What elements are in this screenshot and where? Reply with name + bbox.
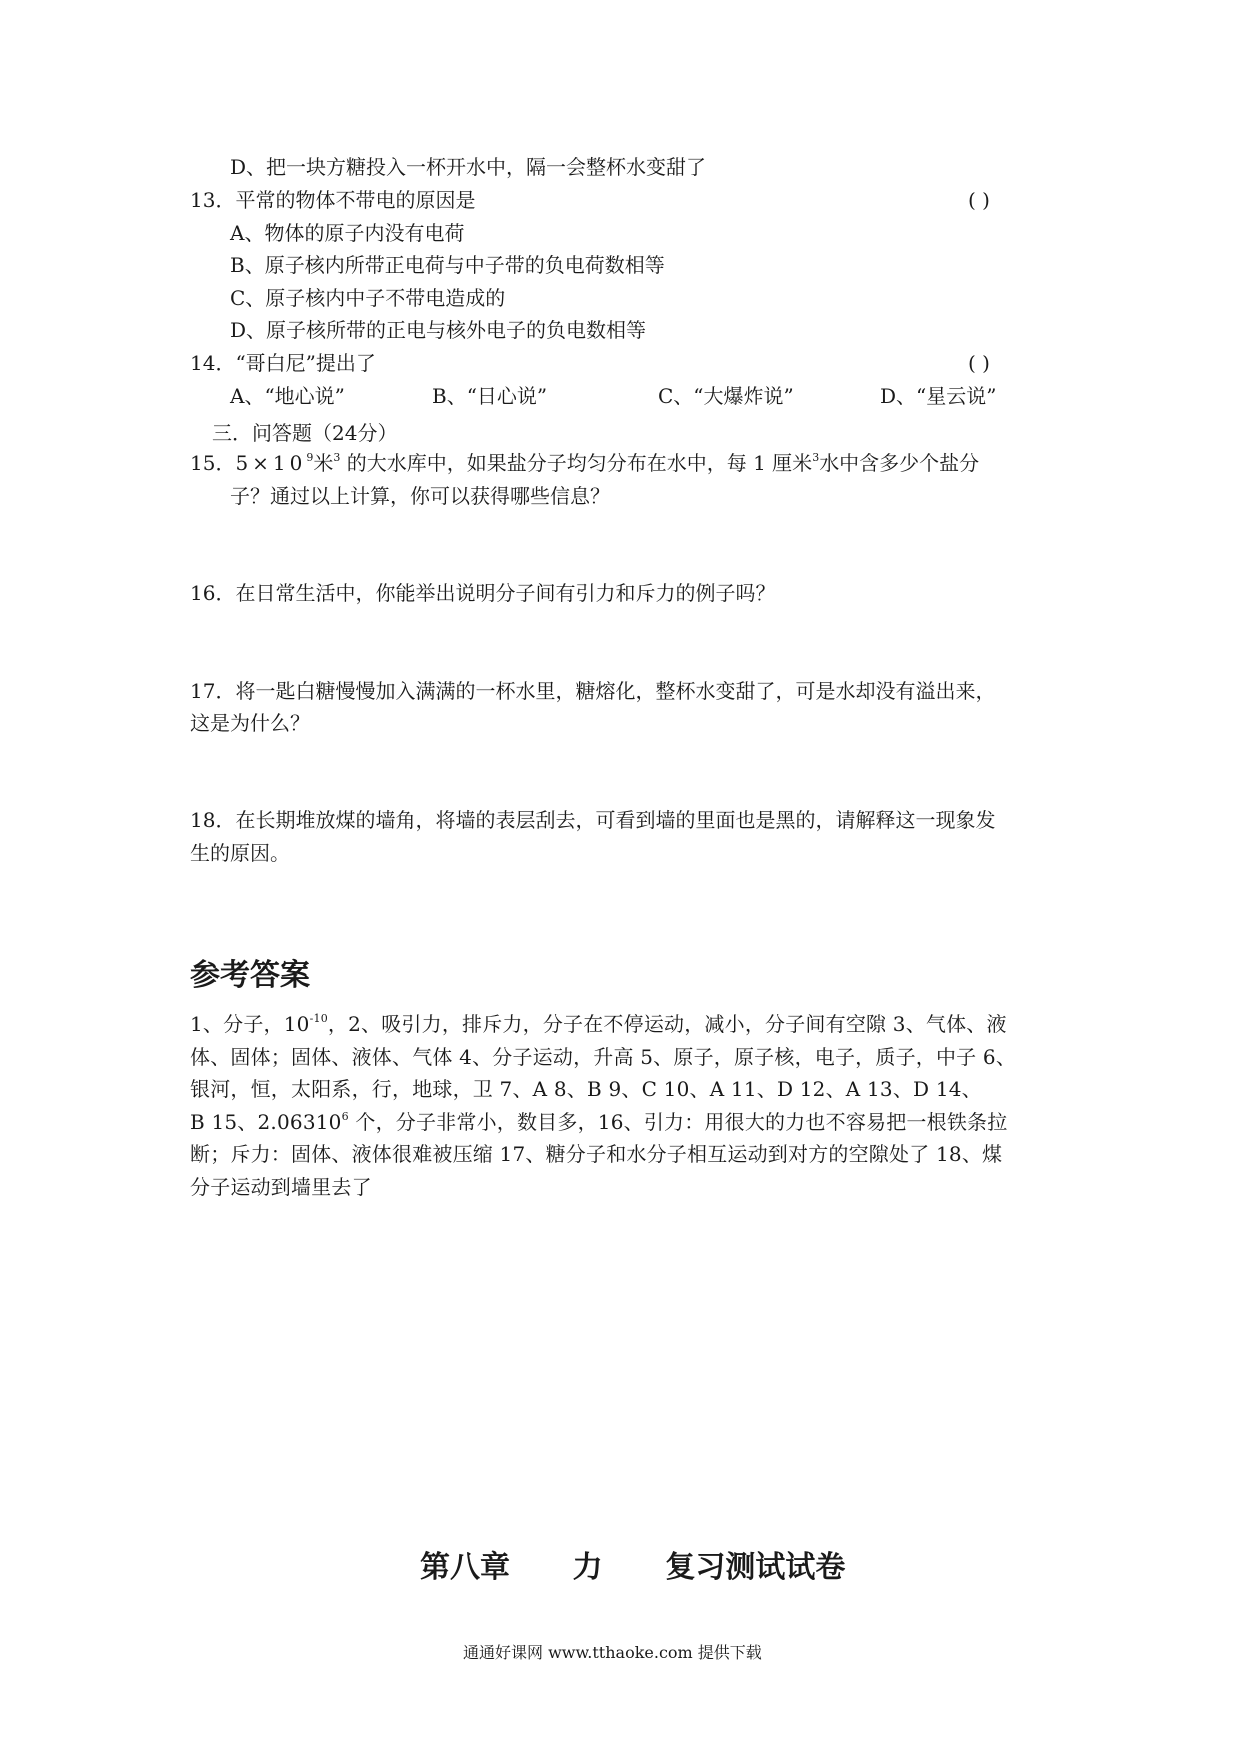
q16: 16．在日常生活中，你能举出说明分子间有引力和斥力的例子吗？ [190, 581, 776, 605]
page-footer: 通通好课网 www.tthaoke.com 提供下载 [463, 1643, 762, 1662]
section-heading: 三．问答题（24分） [212, 421, 398, 445]
answers-line-4-sup: 6 [341, 1110, 349, 1123]
answers-line-5: 断；斥力：固体、液体很难被压缩 17、糖分子和水分子相互运动到对方的空隙处了 18、煤 [190, 1142, 1003, 1166]
q15-line1 [190, 451, 979, 475]
q13-stem: 13．平常的物体不带电的原因是 [190, 188, 476, 212]
answers-line-4 [190, 1106, 1007, 1135]
q14-option-a: A、“地心说” [230, 384, 345, 408]
q12-option-d: D、把一块方糖投入一杯开水中，隔一会整杯水变甜了 [230, 155, 707, 179]
answers-line-1-b: ，2、吸引力，排斥力，分子在不停运动，减小，分子间有空隙 3、气体、液 [327, 1012, 1007, 1036]
q15-line2: 子？通过以上计算，你可以获得哪些信息？ [230, 484, 610, 508]
q15-prefix: 15． [190, 451, 236, 475]
q15-exp1: 9 [306, 451, 314, 464]
chapter-title: 第八章 力 复习测试试卷 [420, 1550, 846, 1585]
q13-answer-paren: ( ) [968, 188, 990, 212]
answers-line-3: 银河，恒，太阳系，行，地球，卫 7、A 8、B 9、C 10、A 11、D 12、A 13、D 14、 [190, 1077, 982, 1101]
q18-line2: 生的原因。 [190, 841, 290, 865]
answers-line-2: 体、固体；固体、液体、气体 4、分子运动，升高 5、原子，原子核，电子，质子，中子 6、 [190, 1045, 1017, 1069]
answers-line-6: 分子运动到墙里去了 [190, 1175, 372, 1199]
answers-title: 参考答案 [190, 958, 310, 993]
q15-text2: 水中含多少个盐分 [819, 451, 980, 475]
q17-line1: 17．将一匙白糖慢慢加入满满的一杯水里，糖熔化，整杯水变甜了，可是水却没有溢出来， [190, 679, 996, 703]
q14-answer-paren: ( ) [968, 351, 990, 375]
q14-option-d: D、“星云说” [880, 384, 997, 408]
answers-line-1 [190, 1008, 1007, 1037]
q15-num: 5×10 [235, 451, 307, 475]
q15-exp2: 3 [333, 451, 341, 464]
q15-exp3: 3 [812, 451, 820, 464]
q14-option-c: C、“大爆炸说” [658, 384, 794, 408]
answers-line-1-sup: -10 [309, 1012, 328, 1025]
answers-line-4-b: 个，分子非常小，数目多，16、引力：用很大的力也不容易把一根铁条拉 [348, 1110, 1008, 1134]
q15-unit: 米 [313, 451, 334, 475]
answers-line-4-a: B 15、2.06310 [190, 1110, 342, 1134]
q13-option-c: C、原子核内中子不带电造成的 [230, 286, 506, 310]
q17-line2: 这是为什么？ [190, 711, 310, 735]
q14-stem: 14．“哥白尼”提出了 [190, 351, 376, 375]
q13-option-a: A、物体的原子内没有电荷 [230, 221, 465, 245]
q18-line1: 18．在长期堆放煤的墙角，将墙的表层刮去，可看到墙的里面也是黑的，请解释这一现象发 [190, 808, 996, 832]
answers-line-1-a: 1、分子，10 [190, 1012, 310, 1036]
q13-option-b: B、原子核内所带正电荷与中子带的负电荷数相等 [230, 253, 665, 277]
q15-text: 的大水库中，如果盐分子均匀分布在水中，每 1 厘米 [340, 451, 813, 475]
q13-option-d: D、原子核所带的正电与核外电子的负电数相等 [230, 318, 647, 342]
q14-option-b: B、“日心说” [432, 384, 548, 408]
